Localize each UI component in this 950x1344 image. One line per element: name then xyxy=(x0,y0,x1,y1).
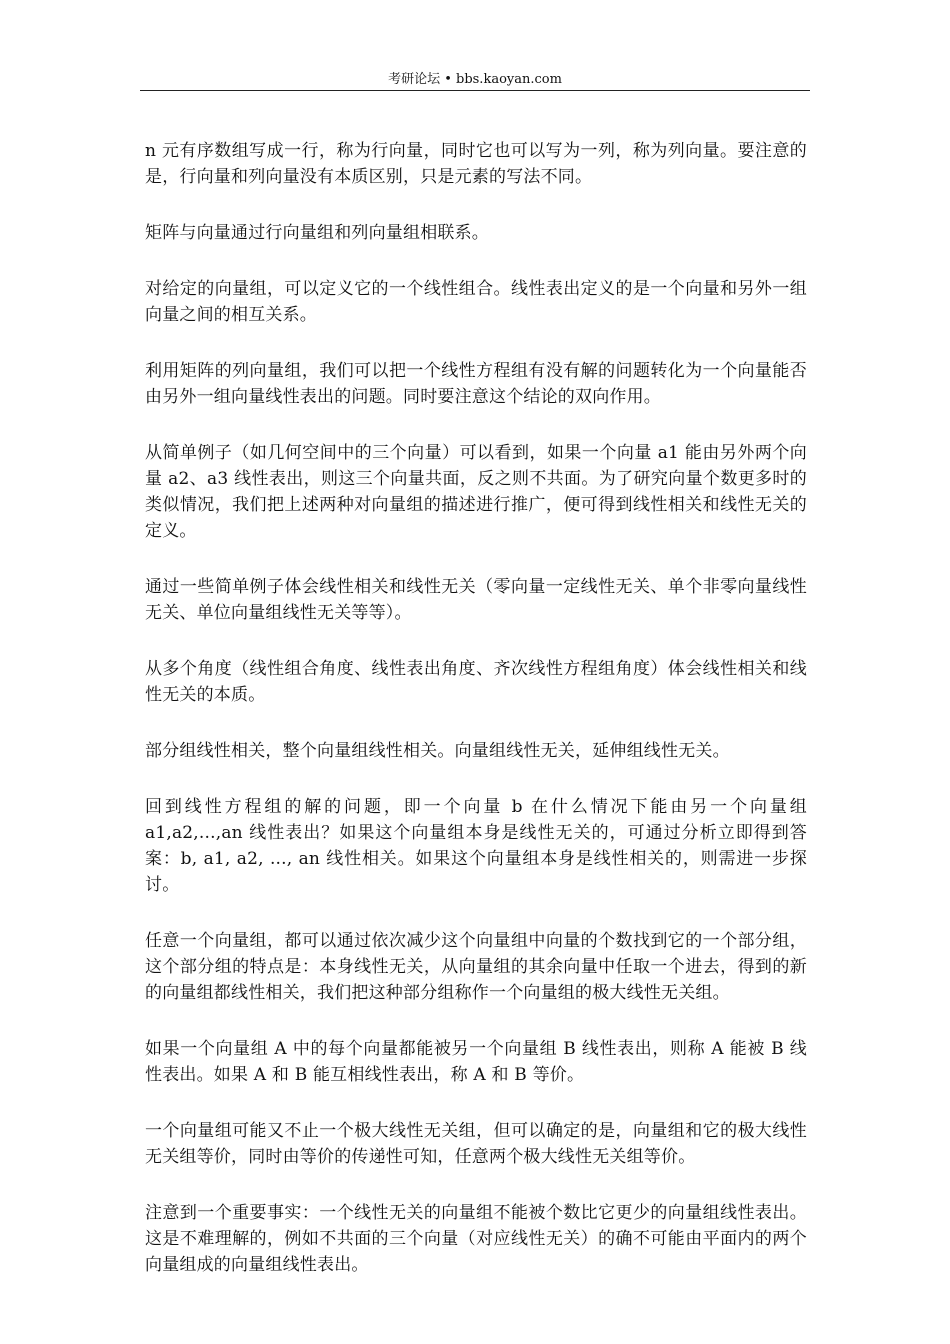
paragraph: 从多个角度（线性组合角度、线性表出角度、齐次线性方程组角度）体会线性相关和线性无关的本质。 xyxy=(145,659,807,705)
paragraph: 对给定的向量组，可以定义它的一个线性组合。线性表出定义的是一个向量和另外一组向量之间的相互关系。 xyxy=(145,279,807,325)
paragraph: 一个向量组可能又不止一个极大线性无关组，但可以确定的是，向量组和它的极大线性无关组等价，同时由等价的传递性可知，任意两个极大线性无关组等价。 xyxy=(145,1121,807,1167)
header-divider xyxy=(140,90,810,91)
paragraph: 任意一个向量组，都可以通过依次减少这个向量组中向量的个数找到它的一个部分组，这个部分组的特点是：本身线性无关，从向量组的其余向量中任取一个进去，得到的新的向量组都线性相关，我们把这种部分组称作一个向量组的极大线性无关组。 xyxy=(145,931,807,1003)
paragraph: 回到线性方程组的解的问题，即一个向量 b 在什么情况下能由另一个向量组 a1,a2,...,an 线性表出？如果这个向量组本身是线性无关的，可通过分析立即得到答案：b, a1, a2, ..., an 线性相关。如果这个向量组本身是线性相关的，则需进一步探讨。 xyxy=(145,797,807,895)
paragraph: n 元有序数组写成一行，称为行向量，同时它也可以写为一列，称为列向量。要注意的是，行向量和列向量没有本质区别，只是元素的写法不同。 xyxy=(145,141,807,187)
paragraph: 通过一些简单例子体会线性相关和线性无关（零向量一定线性无关、单个非零向量线性无关、单位向量组线性无关等等）。 xyxy=(145,577,807,623)
paragraph: 部分组线性相关，整个向量组线性相关。向量组线性无关，延伸组线性无关。 xyxy=(145,741,730,761)
paragraph: 利用矩阵的列向量组，我们可以把一个线性方程组有没有解的问题转化为一个向量能否由另外一组向量线性表出的问题。同时要注意这个结论的双向作用。 xyxy=(145,361,807,407)
paragraph: 从简单例子（如几何空间中的三个向量）可以看到，如果一个向量 a1 能由另外两个向量 a2、a3 线性表出，则这三个向量共面，反之则不共面。为了研究向量个数更多时的类似情况，我们把上述两种对向量组的描述进行推广，便可得到线性相关和线性无关的定义。 xyxy=(145,443,807,541)
paragraph: 矩阵与向量通过行向量组和列向量组相联系。 xyxy=(145,223,489,243)
page-header: 考研论坛 • bbs.kaoyan.com xyxy=(388,72,562,87)
paragraph: 注意到一个重要事实：一个线性无关的向量组不能被个数比它更少的向量组线性表出。这是不难理解的，例如不共面的三个向量（对应线性无关）的确不可能由平面内的两个向量组成的向量组线性表出。 xyxy=(145,1203,807,1275)
paragraph: 如果一个向量组 A 中的每个向量都能被另一个向量组 B 线性表出，则称 A 能被 B 线性表出。如果 A 和 B 能互相线性表出，称 A 和 B 等价。 xyxy=(145,1039,807,1085)
document-body xyxy=(145,138,807,1308)
